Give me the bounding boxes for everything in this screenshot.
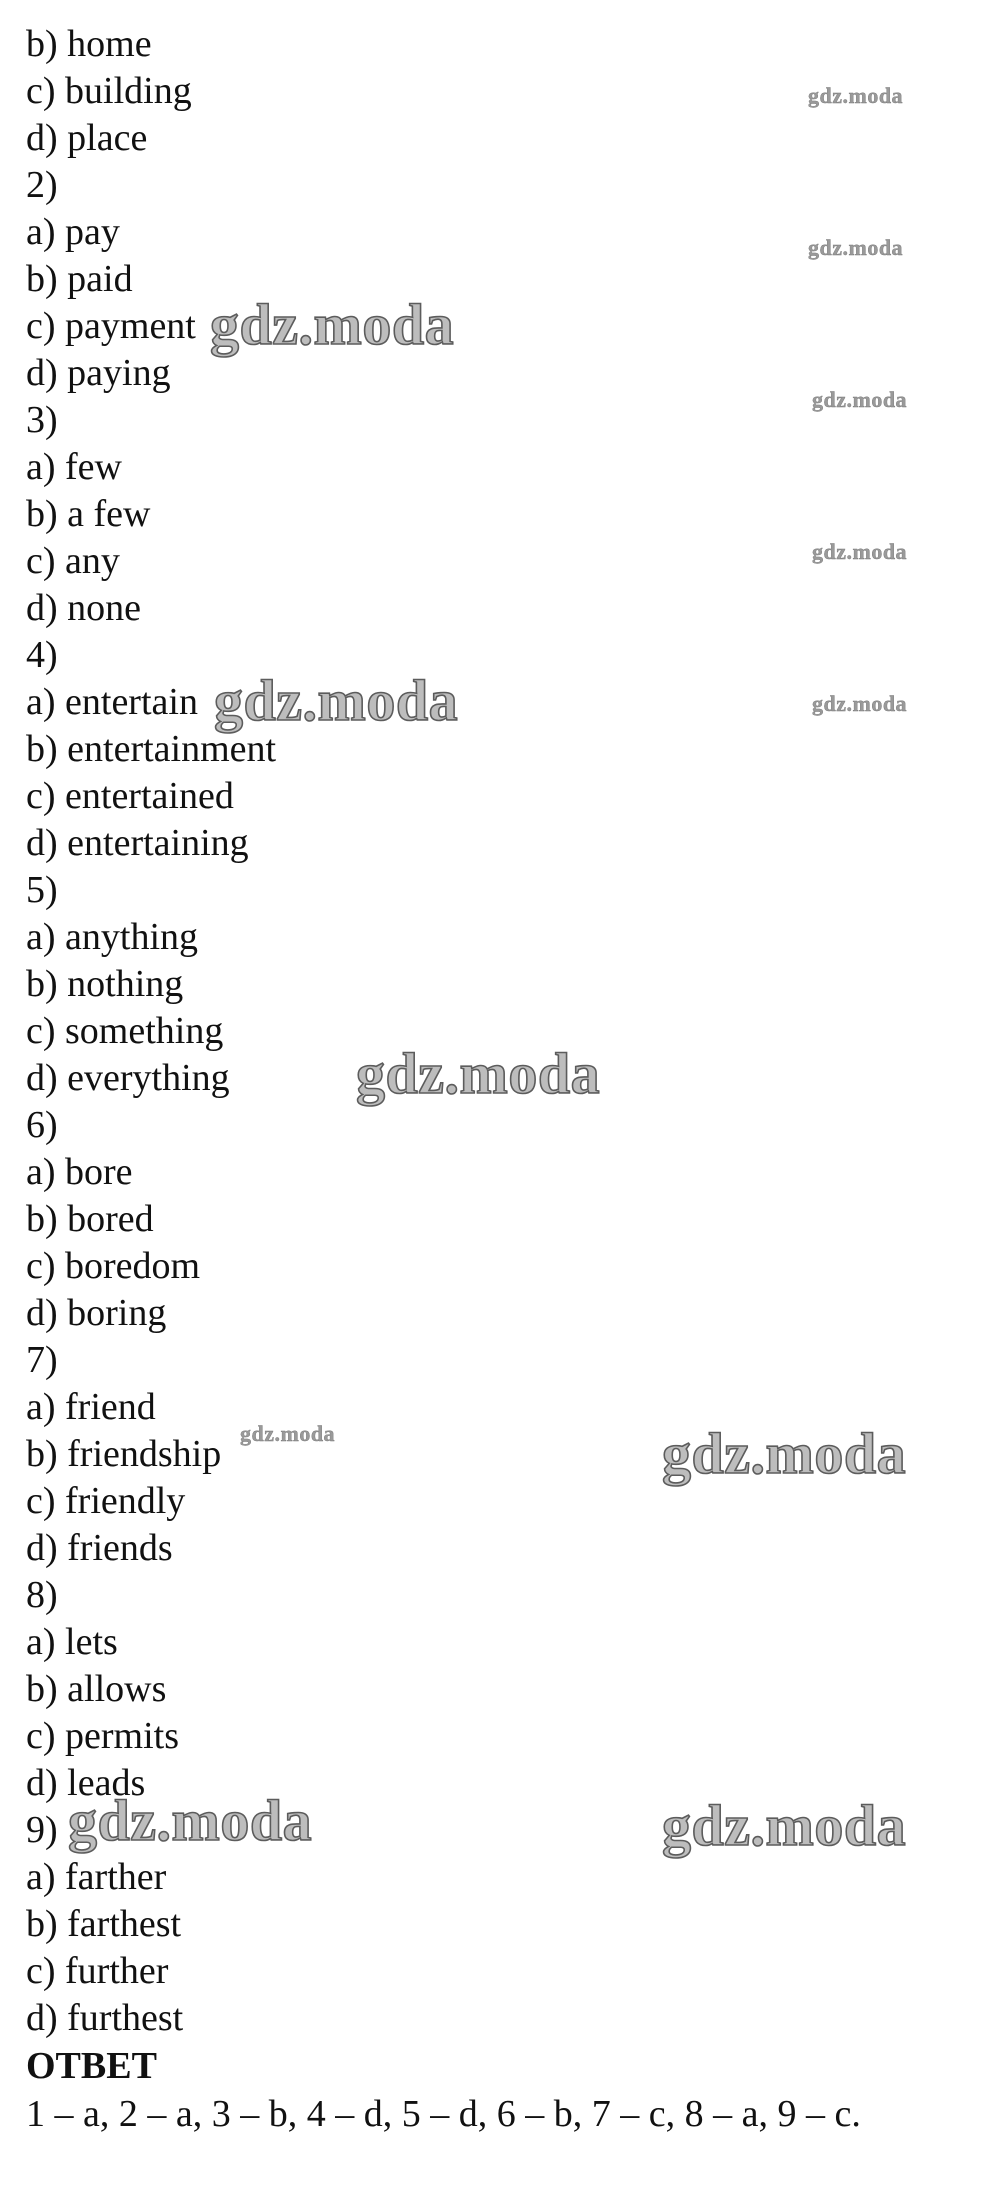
watermark: gdz.moda	[812, 691, 908, 716]
watermark: gdz.moda	[808, 83, 904, 108]
option-line: a) bore	[26, 1151, 133, 1193]
watermark: gdz.moda	[356, 1041, 601, 1106]
watermark: gdz.moda	[662, 1793, 907, 1858]
option-line: c) payment	[26, 305, 196, 347]
watermark: gdz.moda	[812, 387, 908, 412]
option-line: b) entertainment	[26, 728, 277, 770]
option-line: a) few	[26, 446, 122, 488]
watermark: gdz.moda	[812, 539, 908, 564]
option-line: d) boring	[26, 1292, 167, 1334]
question-number: 5)	[26, 869, 58, 911]
option-line: b) farthest	[26, 1903, 182, 1945]
question-number: 6)	[26, 1104, 58, 1146]
question-number: 7)	[26, 1339, 58, 1381]
watermark: gdz.moda	[808, 235, 904, 260]
option-line: c) permits	[26, 1715, 180, 1757]
option-line: b) friendship	[26, 1433, 222, 1475]
option-line: a) lets	[26, 1621, 118, 1663]
option-line: c) friendly	[26, 1480, 186, 1522]
option-line: a) anything	[26, 916, 199, 958]
option-line: b) nothing	[26, 963, 184, 1005]
option-line: d) paying	[26, 352, 171, 394]
question-number: 4)	[26, 634, 58, 676]
option-line: c) entertained	[26, 775, 234, 817]
option-line: d) entertaining	[26, 822, 249, 864]
option-line: d) place	[26, 117, 148, 159]
option-line: b) paid	[26, 258, 133, 300]
option-line: c) something	[26, 1010, 224, 1052]
option-line: b) allows	[26, 1668, 167, 1710]
option-line: d) everything	[26, 1057, 230, 1099]
option-line: a) entertain	[26, 681, 198, 723]
option-line: d) leads	[26, 1762, 146, 1804]
watermark: gdz.moda	[214, 668, 459, 733]
option-line: c) any	[26, 540, 120, 582]
answer-heading: ОТВЕТ	[26, 2045, 157, 2087]
question-number: 8)	[26, 1574, 58, 1616]
option-line: b) bored	[26, 1198, 154, 1240]
option-line: c) boredom	[26, 1245, 201, 1287]
option-line: a) farther	[26, 1856, 167, 1898]
watermark: gdz.moda	[662, 1421, 907, 1486]
option-line: d) none	[26, 587, 142, 629]
watermark: gdz.moda	[240, 1421, 336, 1446]
option-line: a) friend	[26, 1386, 156, 1428]
watermark: gdz.moda	[68, 1788, 313, 1853]
option-line: c) building	[26, 70, 192, 112]
question-number: 2)	[26, 164, 58, 206]
option-line: d) furthest	[26, 1997, 184, 2039]
option-line: a) pay	[26, 211, 120, 253]
option-line: b) home	[26, 23, 152, 65]
option-line: d) friends	[26, 1527, 173, 1569]
question-number: 3)	[26, 399, 58, 441]
option-line: b) a few	[26, 493, 151, 535]
answer-text: 1 – a, 2 – a, 3 – b, 4 – d, 5 – d, 6 – b, 7 – c, 8 – a, 9 – c.	[26, 2093, 861, 2135]
question-number: 9)	[26, 1809, 58, 1851]
watermark: gdz.moda	[210, 292, 455, 357]
option-line: c) further	[26, 1950, 169, 1992]
